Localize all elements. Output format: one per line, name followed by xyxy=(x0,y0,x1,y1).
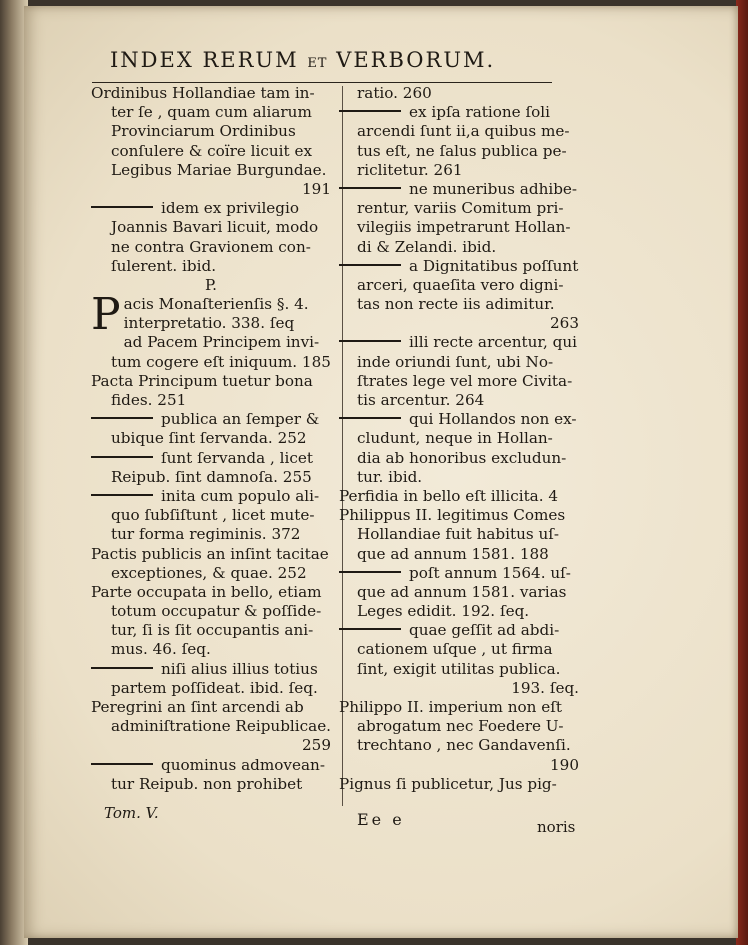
index-line-text: Ordinibus Hollandiae tam in- xyxy=(91,84,315,102)
repeat-dash xyxy=(91,456,153,458)
index-line xyxy=(339,660,579,679)
index-line xyxy=(91,756,331,775)
index-line-text: quae geſſit ad abdi- xyxy=(409,621,560,640)
repeat-dash xyxy=(91,494,153,496)
right-column xyxy=(339,84,579,794)
index-line xyxy=(91,142,331,161)
index-line-text: idem ex privilegio xyxy=(161,199,300,218)
index-line-text: ne muneribus adhibe- xyxy=(409,179,578,198)
index-line-text: Hollandiae fuit habitus uſ- xyxy=(357,525,560,544)
index-line xyxy=(339,698,579,717)
index-line xyxy=(339,736,579,755)
index-line-text: Pactis publicis an inſint tacitae xyxy=(91,544,329,563)
index-line-text: adminiſtratione Reipublicae. xyxy=(111,717,332,736)
index-line-text: ſtrates lege vel more Civita- xyxy=(357,371,573,390)
header-right: VERBORUM. xyxy=(336,48,496,72)
index-line xyxy=(339,218,579,237)
index-line-text: arceri, quaeſita vero digni- xyxy=(357,275,564,294)
index-line xyxy=(339,199,579,218)
index-line xyxy=(339,257,579,276)
index-line xyxy=(91,717,331,736)
index-line xyxy=(91,372,331,391)
repeat-dash xyxy=(339,571,401,573)
index-line-text: ter ſe , quam cum aliarum xyxy=(111,103,312,122)
index-line xyxy=(91,679,331,698)
index-line-text: rentur, variis Comitum pri- xyxy=(357,199,564,218)
index-line-text: totum occupatur & poſſide- xyxy=(111,602,322,621)
index-line xyxy=(91,84,331,103)
index-line xyxy=(339,353,579,372)
left-column xyxy=(91,84,331,794)
index-line xyxy=(91,161,331,180)
index-line-text: riclitetur. 261 xyxy=(357,160,463,179)
header-left: INDEX RERUM xyxy=(110,48,299,72)
index-line-text: di & Zelandi. ibid. xyxy=(357,237,497,256)
index-line xyxy=(91,314,331,333)
index-line xyxy=(91,506,331,525)
index-line xyxy=(91,525,331,544)
index-line-text: Perfidia in bello eſt illicita. 4 xyxy=(339,486,559,505)
index-line-text: Pacta Principum tuetur bona xyxy=(91,371,313,390)
index-line-text: illi recte arcentur, qui xyxy=(409,333,578,352)
index-line-text: 190 xyxy=(550,755,579,774)
index-line-text: 259 xyxy=(302,736,331,755)
index-line-text: Parte occupata in bello, etiam xyxy=(91,582,322,601)
index-line xyxy=(91,238,331,257)
index-line-text: Leges edidit. 192. ſeq. xyxy=(357,602,530,621)
index-line-text: ſint, exigit utilitas publica. xyxy=(357,659,561,678)
index-line xyxy=(91,775,331,794)
index-line-text: tur forma regiminis. 372 xyxy=(111,525,301,544)
index-line xyxy=(339,295,579,314)
index-line xyxy=(339,679,579,698)
index-line-text: ne contra Gravionem con- xyxy=(111,237,311,256)
index-line-text: a Dignitatibus poſſunt xyxy=(409,256,579,275)
volume-label: Tom. V. xyxy=(104,804,159,822)
index-line xyxy=(339,122,579,141)
index-line-text: ex ipſa ratione ſoli xyxy=(409,103,550,122)
index-line xyxy=(339,103,579,122)
header-rule xyxy=(92,82,552,83)
index-line xyxy=(339,583,579,602)
index-line-text: tur. ibid. xyxy=(357,467,423,486)
index-line xyxy=(91,545,331,564)
index-line xyxy=(339,545,579,564)
index-line-text: quominus admovean- xyxy=(161,755,325,774)
repeat-dash xyxy=(339,628,401,630)
index-line-text: Provinciarum Ordinibus xyxy=(111,122,296,141)
index-line xyxy=(91,276,331,295)
index-line xyxy=(91,257,331,276)
index-line xyxy=(339,487,579,506)
index-line-text: qui Hollandos non ex- xyxy=(409,410,577,429)
index-line xyxy=(91,122,331,141)
index-line xyxy=(339,372,579,391)
header-mid: ET xyxy=(307,56,328,71)
index-line xyxy=(91,583,331,602)
signature-mark: Ee e xyxy=(357,810,405,829)
index-line xyxy=(339,391,579,410)
index-line xyxy=(91,218,331,237)
index-line-text: niſi alius illius totius xyxy=(161,659,318,678)
index-line-text: inita cum populo ali- xyxy=(161,486,320,505)
index-line-text: tas non recte iis adimitur. xyxy=(357,295,555,314)
index-line-text: Philippo II. imperium non eſt xyxy=(339,698,562,716)
index-line xyxy=(91,199,331,218)
index-line xyxy=(339,506,579,525)
index-line-text: ſunt ſervanda , licet xyxy=(161,448,313,467)
index-line xyxy=(91,698,331,717)
index-line-text: 263 xyxy=(550,314,579,333)
repeat-dash xyxy=(339,417,401,419)
index-line xyxy=(339,449,579,468)
index-line-text: ſulerent. ibid. xyxy=(111,256,217,275)
index-line xyxy=(91,621,331,640)
index-line-text: Legibus Mariae Burgundae. xyxy=(111,160,327,179)
index-line-text: mus. 46. ſeq. xyxy=(111,640,211,659)
index-line xyxy=(339,756,579,775)
index-line-text: vilegiis impetrarunt Hollan- xyxy=(357,218,571,237)
index-line-text: exceptiones, & quae. 252 xyxy=(111,563,307,582)
index-line-text: Reipub. ſint damnoſa. 255 xyxy=(111,467,312,486)
index-line xyxy=(91,487,331,506)
index-line-text: Peregrini an ſint arcendi ab xyxy=(91,698,304,716)
index-line-text: que ad annum 1581. varias xyxy=(357,582,567,601)
index-line-text: Pignus ſi publicetur, Jus pig- xyxy=(339,774,557,793)
index-line xyxy=(339,161,579,180)
index-line xyxy=(339,410,579,429)
index-line xyxy=(91,564,331,583)
index-line xyxy=(91,640,331,659)
index-line-text: partem poſſideat. ibid. ſeq. xyxy=(111,678,318,697)
index-line xyxy=(339,429,579,448)
repeat-dash xyxy=(339,340,401,342)
index-line xyxy=(91,449,331,468)
index-line xyxy=(91,660,331,679)
index-line xyxy=(339,333,579,352)
index-line xyxy=(339,276,579,295)
index-line-text: tis arcentur. 264 xyxy=(357,391,485,409)
index-line-text: que ad annum 1581. 188 xyxy=(357,544,549,563)
index-line xyxy=(339,602,579,621)
index-line-text: publica an ſemper & xyxy=(161,410,320,429)
index-line-text: abrogatum nec Foedere U- xyxy=(357,717,564,736)
repeat-dash xyxy=(91,417,153,419)
index-line-text: tum cogere eſt iniquum. 185 xyxy=(111,352,331,371)
index-line-text: dia ab honoribus excludun- xyxy=(357,448,567,467)
index-line xyxy=(339,238,579,257)
catchword: noris xyxy=(537,818,576,836)
index-line xyxy=(339,564,579,583)
index-line xyxy=(91,103,331,122)
index-line-text: conſulere & coïre licuit ex xyxy=(111,141,313,160)
index-line-text: tur, ſi is ſit occupantis ani- xyxy=(111,621,314,640)
repeat-dash xyxy=(91,667,153,669)
index-line xyxy=(91,736,331,755)
index-line xyxy=(91,429,331,448)
index-line-text: cationem uſque , ut firma xyxy=(357,640,553,659)
index-line xyxy=(339,468,579,487)
repeat-dash xyxy=(339,187,401,189)
running-header xyxy=(110,48,550,72)
index-line xyxy=(339,142,579,161)
index-line xyxy=(339,84,579,103)
repeat-dash xyxy=(339,264,401,266)
index-line xyxy=(339,640,579,659)
index-line-text: ratio. 260 xyxy=(357,84,432,102)
index-line-text: tur Reipub. non prohibet xyxy=(111,774,303,793)
index-line xyxy=(91,391,331,410)
index-line-text: P. xyxy=(205,275,217,294)
index-line xyxy=(91,602,331,621)
index-line xyxy=(339,525,579,544)
index-line-text: interpretatio. 338. ſeq xyxy=(123,314,295,333)
index-line xyxy=(339,314,579,333)
index-line xyxy=(339,775,579,794)
repeat-dash xyxy=(91,206,153,208)
index-line-text: 191 xyxy=(302,179,331,198)
index-line xyxy=(91,468,331,487)
index-line-text: 193. ſeq. xyxy=(511,678,579,697)
index-line xyxy=(339,717,579,736)
repeat-dash xyxy=(339,110,401,112)
index-line-text: quo ſubſiſtunt , licet mute- xyxy=(111,506,315,525)
index-line-text: arcendi ſunt ii,a quibus me- xyxy=(357,122,570,141)
index-line-text: Joannis Bavari licuit, modo xyxy=(111,218,319,237)
index-line xyxy=(91,333,331,352)
index-line-text: acis Monaſterienſis §. 4. xyxy=(123,295,309,314)
index-line-text: ad Pacem Principem invi- xyxy=(123,333,320,352)
index-line-text: Philippus II. legitimus Comes xyxy=(339,506,566,525)
index-line-text: cludunt, neque in Hollan- xyxy=(357,429,553,448)
index-line xyxy=(339,621,579,640)
index-line-text: fides. 251 xyxy=(111,391,187,409)
index-line-text: poſt annum 1564. uſ- xyxy=(409,563,571,582)
drop-cap: P xyxy=(91,289,121,341)
index-line-text: ubique ſint ſervanda. 252 xyxy=(111,429,307,448)
index-line xyxy=(91,353,331,372)
index-line xyxy=(91,180,331,199)
index-line-text: tus eſt, ne ſalus publica pe- xyxy=(357,141,567,160)
index-line-text: trechtano , nec Gandavenſi. xyxy=(357,736,571,755)
index-line-text: inde oriundi ſunt, ubi No- xyxy=(357,352,554,371)
index-line xyxy=(339,180,579,199)
index-line xyxy=(91,410,331,429)
repeat-dash xyxy=(91,763,153,765)
